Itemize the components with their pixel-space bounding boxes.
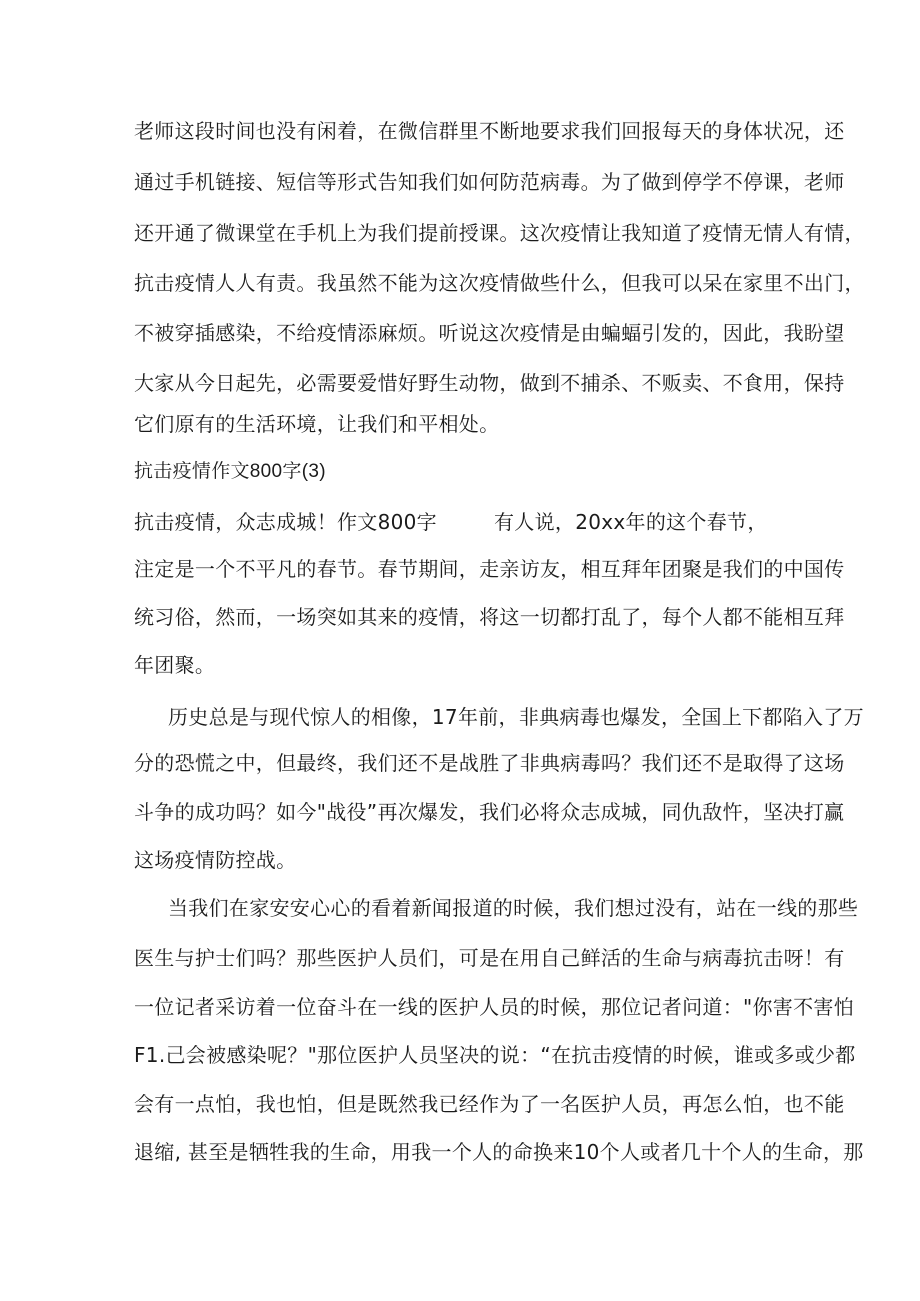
- paragraph-line: 当我们在家安安心心的看着新闻报道的时候，我们想过没有，站在一线的那些: [168, 896, 859, 920]
- paragraph-line: 老师这段时间也没有闲着，在微信群里不断地要求我们回报每天的身体状况，还: [134, 119, 845, 143]
- section-title: 抗击疫情作文800字(3): [134, 461, 326, 482]
- paragraph-line: 一位记者采访着一位奋斗在一线的医护人员的时候，那位记者问道："你害不害怕: [134, 995, 854, 1019]
- essay-intro: 有人说，20xx年的这个春节，: [494, 510, 768, 534]
- paragraph-line: 年团聚。: [134, 653, 216, 677]
- paragraph-line: 通过手机链接、短信等形式告知我们如何防范病毒。为了做到停学不停课，老师: [134, 170, 845, 194]
- paragraph-line: 大家从今日起先，必需要爱惜好野生动物，做到不捕杀、不贩卖、不食用，保持: [134, 371, 845, 395]
- paragraph-line: 不被穿插感染，不给疫情添麻烦。听说这次疫情是由蝙蝠引发的，因此，我盼望: [134, 321, 845, 345]
- paragraph-line: 分的恐慌之中，但最终，我们还不是战胜了非典病毒吗？我们还不是取得了这场: [134, 751, 845, 775]
- paragraph-line: 会有一点怕，我也怕，但是既然我已经作为了一名医护人员，再怎么怕，也不能: [134, 1092, 845, 1116]
- paragraph-line: 注定是一个不平凡的春节。春节期间，走亲访友，相互拜年团聚是我们的中国传: [134, 557, 845, 581]
- paragraph-line: 历史总是与现代惊人的相像，17年前，非典病毒也爆发，全国上下都陷入了万: [168, 705, 864, 729]
- paragraph-line: 这场疫情防控战。: [134, 848, 297, 872]
- paragraph-line: 它们原有的生活环境，让我们和平相处。: [134, 412, 500, 436]
- paragraph-line: 还开通了微课堂在手机上为我们提前授课。这次疫情让我知道了疫情无情人有情，: [134, 221, 865, 245]
- paragraph-line: 统习俗，然而，一场突如其来的疫情，将这一切都打乱了，每个人都不能相互拜: [134, 605, 845, 629]
- paragraph-line: 抗击疫情人人有责。我虽然不能为这次疫情做些什么，但我可以呆在家里不出门，: [134, 271, 865, 295]
- paragraph-line: 退缩, 甚至是牺牲我的生命，用我一个人的命换来10个人或者几十个人的生命，那: [134, 1140, 864, 1164]
- paragraph-line: 斗争的成功吗？如今"战役”再次爆发，我们必将众志成城，同仇敌忤，坚决打赢: [134, 800, 845, 824]
- essay-title: 抗击疫情，众志成城！作文800字: [134, 510, 437, 534]
- paragraph-line: 医生与护士们吗？那些医护人员们，可是在用自己鲜活的生命与病毒抗击呀！有: [134, 946, 845, 970]
- paragraph-line: F1.己会被感染呢？"那位医护人员坚决的说：“在抗击疫情的时候，谁或多或少都: [134, 1043, 856, 1067]
